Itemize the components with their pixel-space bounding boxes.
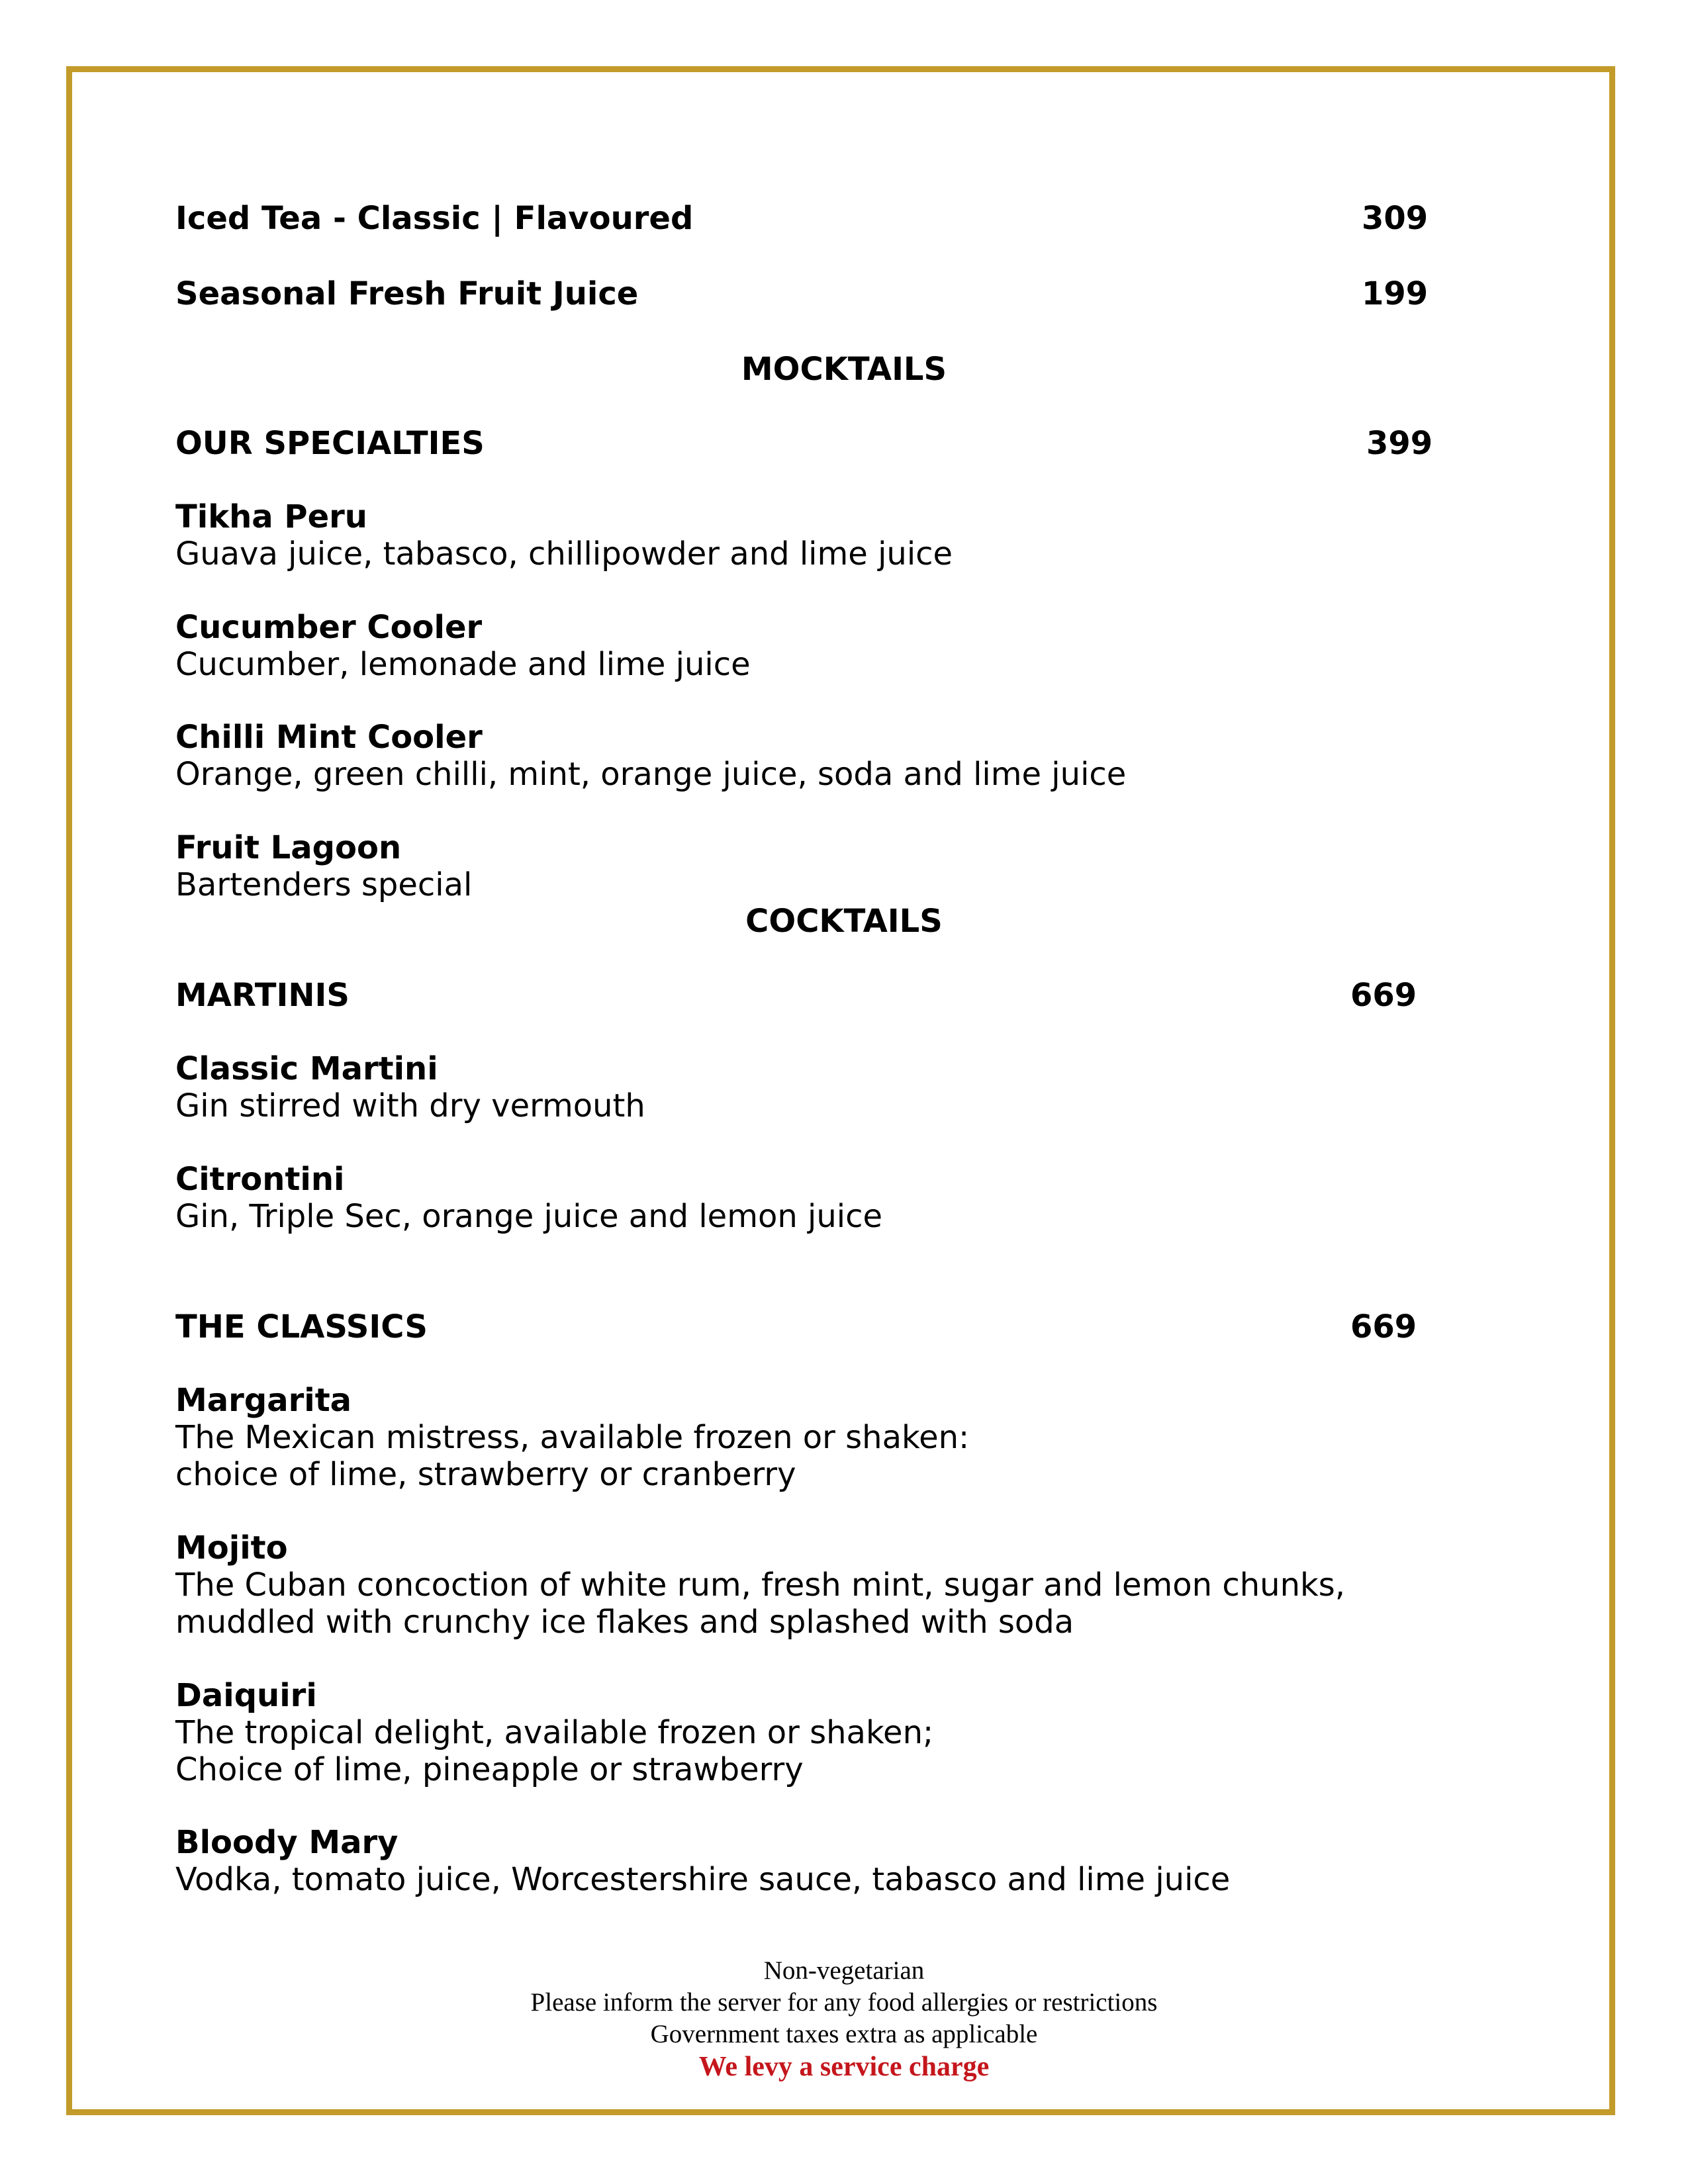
item-name-cucumber-cooler: Cucumber Cooler [175, 609, 483, 646]
footer-non-veg-note: Non-vegetarian [763, 1956, 925, 1985]
item-desc-daiquiri-line2: Choice of lime, pineapple or strawberry [175, 1751, 804, 1788]
section-heading-mocktails: MOCKTAILS [741, 351, 947, 388]
item-name-chilli-mint-cooler: Chilli Mint Cooler [175, 719, 483, 756]
item-name-fruit-lagoon: Fruit Lagoon [175, 829, 402, 866]
item-desc-classic-martini: Gin stirred with dry vermouth [175, 1087, 645, 1124]
item-price-fruit-juice: 199 [1362, 275, 1429, 312]
item-desc-fruit-lagoon: Bartenders special [175, 866, 473, 903]
item-desc-bloody-mary: Vodka, tomato juice, Worcestershire sauce, tabasco and lime juice [175, 1861, 1231, 1898]
item-desc-chilli-mint-cooler: Orange, green chilli, mint, orange juice, soda and lime juice [175, 756, 1127, 793]
section-heading-cocktails: COCKTAILS [745, 903, 943, 940]
item-name-mojito: Mojito [175, 1529, 288, 1567]
item-desc-daiquiri-line1: The tropical delight, available frozen or shaken; [175, 1714, 934, 1751]
item-desc-tikha-peru: Guava juice, tabasco, chillipowder and lime juice [175, 535, 953, 572]
category-price-classics: 669 [1350, 1308, 1417, 1345]
category-price-specialties: 399 [1366, 425, 1433, 462]
category-martinis: MARTINIS [175, 977, 350, 1014]
item-desc-margarita-line2: choice of lime, strawberry or cranberry [175, 1456, 796, 1493]
item-name-bloody-mary: Bloody Mary [175, 1824, 399, 1861]
category-price-martinis: 669 [1350, 977, 1417, 1014]
item-desc-cucumber-cooler: Cucumber, lemonade and lime juice [175, 646, 751, 683]
item-name-citrontini: Citrontini [175, 1161, 345, 1198]
item-name-tikha-peru: Tikha Peru [175, 498, 367, 535]
category-the-classics: THE CLASSICS [175, 1308, 428, 1345]
item-price-iced-tea: 309 [1362, 200, 1429, 237]
item-name-iced-tea: Iced Tea - Classic | Flavoured [175, 200, 694, 237]
item-name-margarita: Margarita [175, 1382, 352, 1419]
category-our-specialties: OUR SPECIALTIES [175, 425, 485, 462]
footer-allergy-note: Please inform the server for any food allergies or restrictions [530, 1988, 1158, 2017]
footer-tax-note: Government taxes extra as applicable [650, 2020, 1038, 2048]
item-name-fruit-juice: Seasonal Fresh Fruit Juice [175, 275, 639, 312]
item-name-classic-martini: Classic Martini [175, 1050, 438, 1087]
item-name-daiquiri: Daiquiri [175, 1677, 317, 1714]
item-desc-mojito-line2: muddled with crunchy ice flakes and splashed with soda [175, 1604, 1074, 1641]
item-desc-margarita-line1: The Mexican mistress, available frozen or shaken: [175, 1419, 970, 1456]
item-desc-citrontini: Gin, Triple Sec, orange juice and lemon juice [175, 1198, 883, 1235]
footer-service-charge-note: We levy a service charge [698, 2052, 990, 2082]
item-desc-mojito-line1: The Cuban concoction of white rum, fresh mint, sugar and lemon chunks, [175, 1567, 1346, 1604]
